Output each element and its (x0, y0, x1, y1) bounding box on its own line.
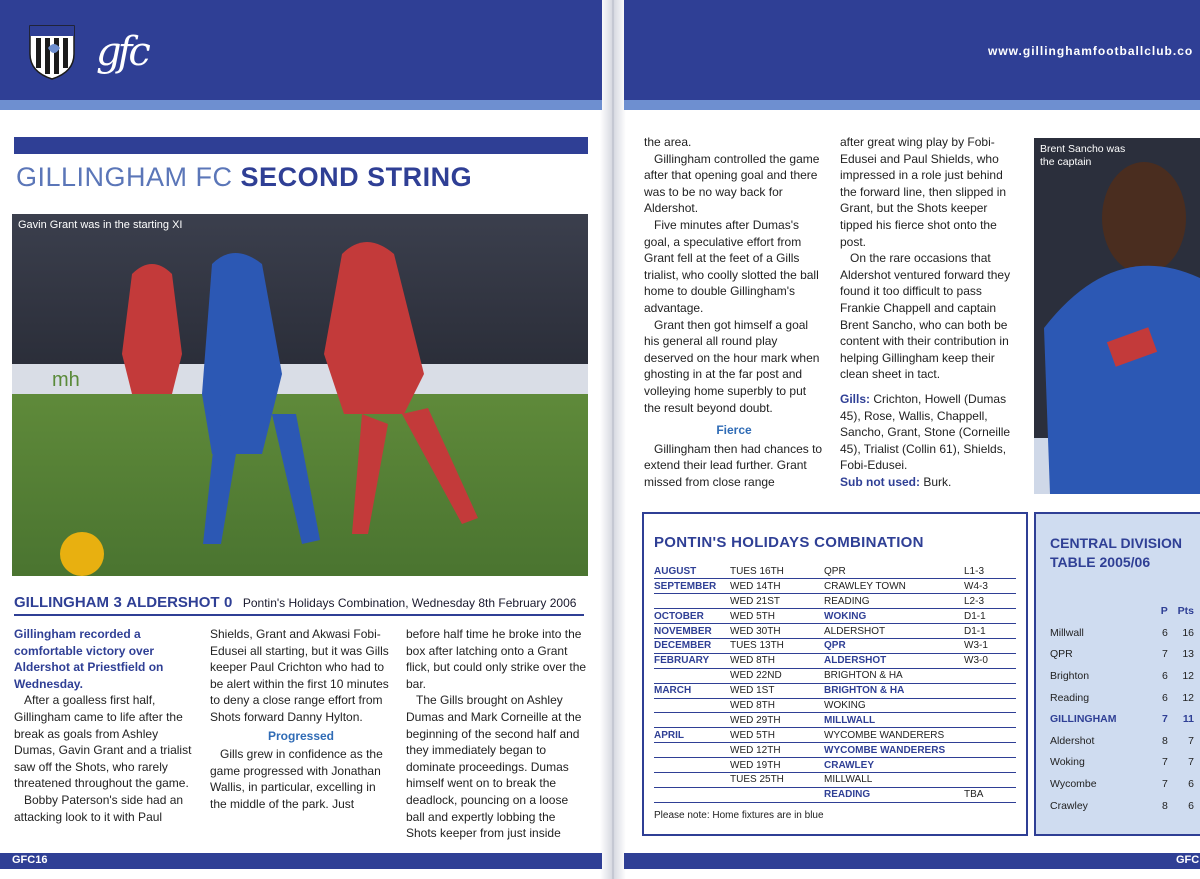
fixtures-title: PONTIN'S HOLIDAYS COMBINATION (654, 534, 924, 551)
league-row (1050, 708, 1194, 730)
page-number: GFC (1176, 854, 1200, 866)
fixture-result (964, 728, 1016, 743)
fixture-opponent: WOKING (824, 609, 964, 624)
fixture-opponent: MILLWALL (824, 772, 964, 787)
league-points: 6 (1188, 777, 1194, 790)
league-played: 6 (1161, 669, 1168, 682)
fixture-month: APRIL (654, 728, 730, 743)
league-row (1050, 665, 1194, 687)
fixture-row (654, 668, 1016, 683)
fixture-result: L2-3 (964, 594, 1016, 609)
home-score: 3 (113, 594, 122, 611)
fixture-date: WED 12TH (730, 743, 824, 758)
article-paragraph: Five minutes after Dumas's goal, a speculative effort from Grant fell at the feet of a Gills trialist, who coolly slotted the ball home to double Gillingham's advantage. (644, 217, 819, 315)
article-subhead: Progressed (267, 728, 335, 743)
fixture-opponent: WYCOMBE WANDERERS (824, 743, 964, 758)
fixture-month: FEBRUARY (654, 653, 730, 668)
league-points: 11 (1182, 713, 1194, 726)
club-crest-icon (28, 24, 76, 80)
site-url[interactable]: www.gillinghamfootballclub.co (988, 44, 1194, 58)
league-played: 8 (1161, 734, 1168, 747)
league-row (1050, 752, 1194, 774)
fixture-row (654, 653, 1016, 668)
fixture-date: WED 8TH (730, 653, 824, 668)
article-paragraph: On the rare occasions that Aldershot ventured forward they found it too difficult to pass Frankie Chappell and captain Brent Sancho, who can both be content with their contribution in helping Gillingham keep their clean sheet in tact. (840, 251, 1011, 382)
fixture-result (964, 698, 1016, 713)
fixture-row (654, 743, 1016, 758)
article-paragraph: The Gills brought on Ashley Dumas and Mark Corneille at the beginning of the second half and they immediately began to dominate proceedings. Dumas himself went on to break the deadlock, pouncing on a loose ball and expertly lobbing the Shots keeper from just inside (406, 693, 582, 841)
lineup (840, 391, 1020, 474)
fixture-opponent: WYCOMBE WANDERERS (824, 728, 964, 743)
league-table-header (1050, 600, 1194, 622)
page-gutter (600, 0, 626, 879)
fixture-result (964, 713, 1016, 728)
fixture-date: TUES 16TH (730, 564, 824, 579)
score-rule (14, 614, 584, 616)
fixture-result: L1-3 (964, 564, 1016, 579)
fixture-row (654, 758, 1016, 773)
league-row (1050, 773, 1194, 795)
league-team: Aldershot (1050, 734, 1095, 747)
fixture-row (654, 594, 1016, 609)
fixtures-table (654, 564, 1016, 803)
fixture-date: WED 21ST (730, 594, 824, 609)
fixture-result: TBA (964, 787, 1016, 802)
fixture-opponent: QPR (824, 564, 964, 579)
league-points: 16 (1182, 626, 1194, 639)
fixture-date: WED 22ND (730, 668, 824, 683)
fixture-row (654, 624, 1016, 639)
fixture-result (964, 743, 1016, 758)
fixture-date: TUES 25TH (730, 772, 824, 787)
league-points: 13 (1182, 648, 1194, 661)
fixture-date (730, 787, 824, 802)
league-team: Woking (1050, 756, 1085, 769)
league-team: Reading (1050, 691, 1090, 704)
fixture-month: MARCH (654, 683, 730, 698)
fixture-result (964, 668, 1016, 683)
gfc-monogram: gfc (96, 29, 147, 75)
league-table-title: CENTRAL DIVISION TABLE 2005/06 (1050, 535, 1182, 570)
article-paragraph: Grant then got himself a goal his general all round play deserved on the hour mark when ghosting in at the far post and volleying home superbly to put the result beyond doubt. (644, 317, 820, 415)
league-team: Wycombe (1050, 777, 1097, 790)
fixture-result: D1-1 (964, 624, 1016, 639)
league-played: 7 (1161, 756, 1168, 769)
fixture-row (654, 638, 1016, 653)
league-col-team (1050, 600, 1157, 622)
fixture-month (654, 758, 730, 773)
title-bar (14, 137, 588, 154)
fixture-month: NOVEMBER (654, 624, 730, 639)
fixture-row (654, 728, 1016, 743)
subs (840, 474, 1020, 491)
fixture-result (964, 772, 1016, 787)
fixture-date: TUES 13TH (730, 638, 824, 653)
league-points: 7 (1188, 756, 1194, 769)
fixture-opponent: READING (824, 787, 964, 802)
home-team: GILLINGHAM (14, 594, 109, 611)
fixture-date: WED 5TH (730, 609, 824, 624)
fixture-month (654, 698, 730, 713)
article-column-2 (210, 626, 392, 813)
fixture-row (654, 713, 1016, 728)
league-played: 7 (1161, 777, 1168, 790)
fixture-opponent: MILLWALL (824, 713, 964, 728)
league-played: 7 (1161, 648, 1168, 661)
lineup-text: Crichton, Howell (Dumas 45), Rose, Wallis, Chappell, Sancho, Grant, Stone (Corneille 45), Trialist (Collin 61), Shields, Fobi-Edusei. (840, 391, 1011, 473)
league-team: Brighton (1050, 669, 1090, 682)
fixture-date: WED 29TH (730, 713, 824, 728)
fixture-month (654, 787, 730, 802)
header-strip-right (624, 100, 1200, 110)
fixture-result: W3-0 (964, 653, 1016, 668)
match-detail: Pontin's Holidays Combination, Wednesday 8th February 2006 (242, 596, 577, 610)
league-played: 7 (1161, 713, 1168, 726)
fixture-date: WED 1ST (730, 683, 824, 698)
fixture-month: SEPTEMBER (654, 579, 730, 594)
article-column-1 (14, 626, 194, 825)
fixture-result: D1-1 (964, 609, 1016, 624)
fixture-opponent: ALDERSHOT (824, 653, 964, 668)
fixture-date: WED 14TH (730, 579, 824, 594)
league-row (1050, 644, 1194, 666)
title-light: GILLINGHAM FC (16, 162, 233, 192)
article-paragraph: After a goalless first half, Gillingham came to life after the break as goals from Ashley Dumas, Gavin Grant and a trialist saw off the Shots, who rarely threatened throughout the game. (14, 693, 192, 791)
fixture-opponent: BRIGHTON & HA (824, 683, 964, 698)
league-row (1050, 795, 1194, 817)
fixture-date: WED 19TH (730, 758, 824, 773)
captain-caption: Brent Sancho was the captain (1040, 143, 1126, 168)
league-points: 7 (1188, 734, 1194, 747)
league-row (1050, 730, 1194, 752)
fixture-opponent: CRAWLEY TOWN (824, 579, 964, 594)
league-played: 6 (1161, 691, 1168, 704)
fixture-row (654, 609, 1016, 624)
article-paragraph: Shields, Grant and Akwasi Fobi-Edusei all starting, but it was Gills keeper Paul Crichton who had to be alert within the first 10 minutes to deny a close range effort from Shots forward Danny Hylton. (210, 627, 389, 724)
fixture-opponent: READING (824, 594, 964, 609)
league-table (1050, 600, 1194, 816)
league-row (1050, 687, 1194, 709)
fixture-month: AUGUST (654, 564, 730, 579)
fixture-month (654, 743, 730, 758)
fixture-result: W4-3 (964, 579, 1016, 594)
article-paragraph: before half time he broke into the box after latching onto a Grant flick, but could only strike over the bar. (406, 627, 587, 691)
page-number: GFC16 (12, 854, 48, 866)
score-line (14, 594, 584, 612)
league-team: Crawley (1050, 799, 1088, 812)
article-paragraph: Bobby Paterson's side had an attacking look to it with Paul (14, 792, 184, 824)
away-score: 0 (224, 594, 233, 611)
fixture-result: W3-1 (964, 638, 1016, 653)
league-team: GILLINGHAM (1050, 713, 1117, 726)
article-paragraph: Gills grew in confidence as the game progressed with Jonathan Wallis, in particular, excelling in the middle of the park. Just (210, 747, 383, 811)
article-column-4 (644, 134, 824, 490)
league-points: 6 (1188, 799, 1194, 812)
fixture-opponent: ALDERSHOT (824, 624, 964, 639)
title-bold: SECOND STRING (240, 162, 473, 192)
captain-photo (1034, 138, 1200, 494)
league-points: 12 (1182, 669, 1194, 682)
article-paragraph: Gillingham then had chances to extend their lead further. Grant missed from close range (644, 441, 823, 489)
photo-caption: Gavin Grant was in the starting XI (18, 219, 183, 231)
match-photo (12, 214, 588, 576)
fixture-month (654, 668, 730, 683)
league-col-pts: Pts (1177, 605, 1194, 617)
league-row (1050, 622, 1194, 644)
svg-text:mh: mh (52, 369, 80, 391)
article-column-5 (840, 134, 1020, 490)
league-played: 6 (1161, 626, 1168, 639)
footer-band-left (0, 853, 602, 869)
fixture-date: WED 8TH (730, 698, 824, 713)
fixture-opponent: QPR (824, 638, 964, 653)
footer-band-right (624, 853, 1200, 869)
league-col-p: P (1160, 605, 1168, 617)
fixtures-panel (642, 512, 1028, 836)
subs-label: Sub not used: (840, 474, 920, 489)
fixture-month: DECEMBER (654, 638, 730, 653)
fixture-result (964, 683, 1016, 698)
fixtures-note: Please note: Home fixtures are in blue (654, 810, 824, 821)
league-team: QPR (1050, 648, 1073, 661)
fixture-opponent: WOKING (824, 698, 964, 713)
fixture-row (654, 579, 1016, 594)
fixture-date: WED 30TH (730, 624, 824, 639)
article-column-3 (406, 626, 588, 842)
fixture-date: WED 5TH (730, 728, 824, 743)
fixture-row (654, 772, 1016, 787)
fixture-month: OCTOBER (654, 609, 730, 624)
lineup-label: Gills: (840, 391, 871, 406)
header-band-left (0, 0, 602, 100)
fixture-row (654, 564, 1016, 579)
fixture-month (654, 713, 730, 728)
article-paragraph: Gillingham controlled the game after that opening goal and there was to be no way back for Aldershot. (644, 151, 820, 216)
fixture-opponent: BRIGHTON & HA (824, 668, 964, 683)
fixture-row (654, 698, 1016, 713)
fixture-month (654, 772, 730, 787)
subs-text: Burk. (923, 474, 952, 489)
fixture-row (654, 683, 1016, 698)
article-lead: Gillingham recorded a comfortable victory over Aldershot at Priestfield on Wednesday. (14, 627, 164, 691)
page-title (16, 162, 472, 193)
fixture-opponent: CRAWLEY (824, 758, 964, 773)
league-points: 12 (1182, 691, 1194, 704)
fixture-month (654, 594, 730, 609)
league-table-panel (1034, 512, 1200, 836)
fixture-result (964, 758, 1016, 773)
fixture-row (654, 787, 1016, 802)
header-strip-left (0, 100, 602, 110)
article-subhead: Fierce (716, 423, 752, 438)
article-paragraph: the area. (644, 135, 692, 149)
league-team: Millwall (1050, 626, 1084, 639)
league-played: 8 (1161, 799, 1168, 812)
away-team: ALDERSHOT (126, 594, 220, 611)
article-paragraph: after great wing play by Fobi-Edusei and Paul Shields, who impressed in a role just behind the forward line, then slipped in Grant, but the Shots keeper tipped his fierce shot onto the post. (840, 135, 1007, 249)
